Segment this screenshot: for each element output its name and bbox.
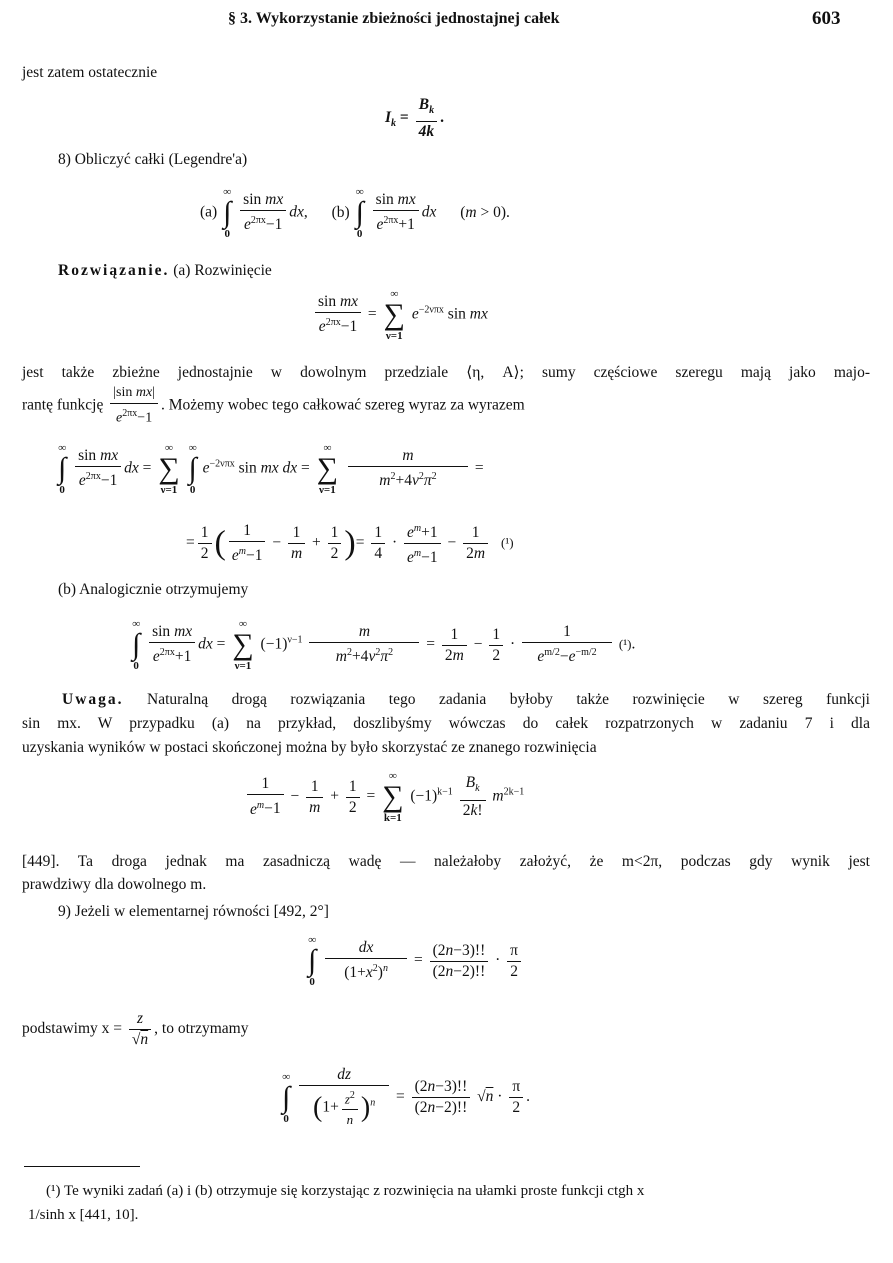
equation-termwise-integration: ∞ ∫ 0 $\frac{\text{sin mx}}{e^{2\pi x}-1}$ dx = ∞ ∑ ν=1 ∞ ∫ 0 $e^{-2\nu\pi x}$ sin mx dx = ∞ ∑ ν=1 $\frac{m}{m^2+4\nu^2\pi^2}$ = (58, 442, 484, 496)
footnote-ref: (¹) (500, 535, 514, 551)
equation-substituted: ∞ ∫ 0 dz (1+ $\frac{z^2}{n}$ )$^n$ = $\frac{(2n-3)!!}{(2n-2)!!}$ √n · $\frac{\pi}{2}$ . (282, 1066, 531, 1128)
equation-expansion: $\frac{\text{sin mx}}{e^{2\pi x}-1}$ = ∞ ∑ ν=1 $e^{-2\nu\pi x}$ sin mx (312, 288, 488, 342)
equation-elementary-identity: ∞ ∫ 0 $\frac{dx}{(1+x^2)^n}$ = $\frac{(2n-3)!!}{(2n-2)!!}$ · $\frac{\pi}{2}$ (306, 934, 524, 988)
problem-8-label: 8) Obliczyć całki (Legendre'a) (58, 151, 248, 168)
equation-result-b: ∞ ∫ 0 $\frac{\text{sin mx}}{e^{2\pi x}+1}$ dx = ∞ ∑ ν=1 $(-1)^{\nu-1}$ $\frac{m}{m^2+4\nu^2\pi^2}$ = $\frac{1}{2m}$ − $\frac{1}{2}$ · $\frac{1}{e^{m/2}-e^{-m/2}}$ (¹). (132, 618, 636, 672)
solution-heading: Rozwiązanie. (a) Rozwinięcie (58, 262, 272, 279)
text-line: Uwaga. Naturalną drogą rozwiązania tego zadania byłoby także rozwinięcie w szereg funkcji (62, 691, 870, 708)
problem-9-label: 9) Jeżeli w elementarnej równości [492, 2°] (58, 903, 329, 920)
equation-ik: $I_k$ = $\frac{B_k}{4k}$ . (385, 96, 445, 141)
running-header: § 3. Wykorzystanie zbieżności jednostajnej całek (228, 10, 560, 27)
text-line: (b) Analogicznie otrzymujemy (58, 581, 249, 598)
text-line: prawdziwy dla dowolnego m. (22, 876, 207, 893)
text-line: rantę funkcję $\frac{\text{|sin mx|}}{e^{2\pi x}-1}$ . Możemy wobec tego całkować szereg wyraz za wyrazem (22, 385, 525, 426)
equation-legendre-integrals: (a) ∞ ∫ 0 $\frac{\text{sin mx}}{e^{2\pi x}-1}$ dx, (b) ∞ ∫ 0 $\frac{\text{sin mx}}{e^{2\pi x}+1}$ dx (m > 0). (200, 186, 510, 240)
text-line: jest zatem ostatecznie (22, 64, 158, 81)
footnote: (¹) Te wyniki zadań (a) i (b) otrzymuje się korzystając z rozwinięcia na ułamki proste funkcji ctgh x (46, 1183, 645, 1199)
condition-m-positive: (m > 0). (460, 203, 510, 221)
text-line: [449]. Ta droga jednak ma zasadniczą wadę — należałoby założyć, że m<2π, podczas gdy wynik jest (22, 853, 870, 870)
text-line: sin mx. W przypadku (a) na przykład, doszlibyśmy wówczas do całek rozpatrzonych w zadaniu 7 i dla (22, 715, 870, 732)
text-line: uzyskania wyników w postaci skończonej można by było skorzystać ze znanego rozwinięcia (22, 739, 597, 756)
text-line: jest także zbieżne jednostajnie w dowolnym przedziale ⟨η, A⟩; sumy częściowe szeregu mają jako majo- (22, 364, 870, 381)
text-line: podstawimy x = $\frac{z}{√n}$ , to otrzymamy (22, 1010, 249, 1048)
equation-result-a: = $\frac{1}{2}$ ( $\frac{1}{e^m-1}$ − $\frac{1}{m}$ + $\frac{1}{2}$ )= $\frac{1}{4}$ · $\frac{e^m+1}{e^m-1}$ − $\frac{1}{2m}$ (¹) (186, 520, 514, 567)
footnote-ref: (¹) (618, 636, 632, 652)
footnote-rule (24, 1166, 140, 1167)
equation-known-expansion: $\frac{1}{e^m-1}$ − $\frac{1}{m}$ + $\frac{1}{2}$ = ∞ ∑ k=1 $(-1)^{k-1}$ $\frac{B_k}{2k!}$ $m^{2k-1}$ (244, 770, 524, 824)
page-number: 603 (812, 8, 841, 29)
footnote: 1/sinh x [441, 10]. (28, 1207, 139, 1223)
